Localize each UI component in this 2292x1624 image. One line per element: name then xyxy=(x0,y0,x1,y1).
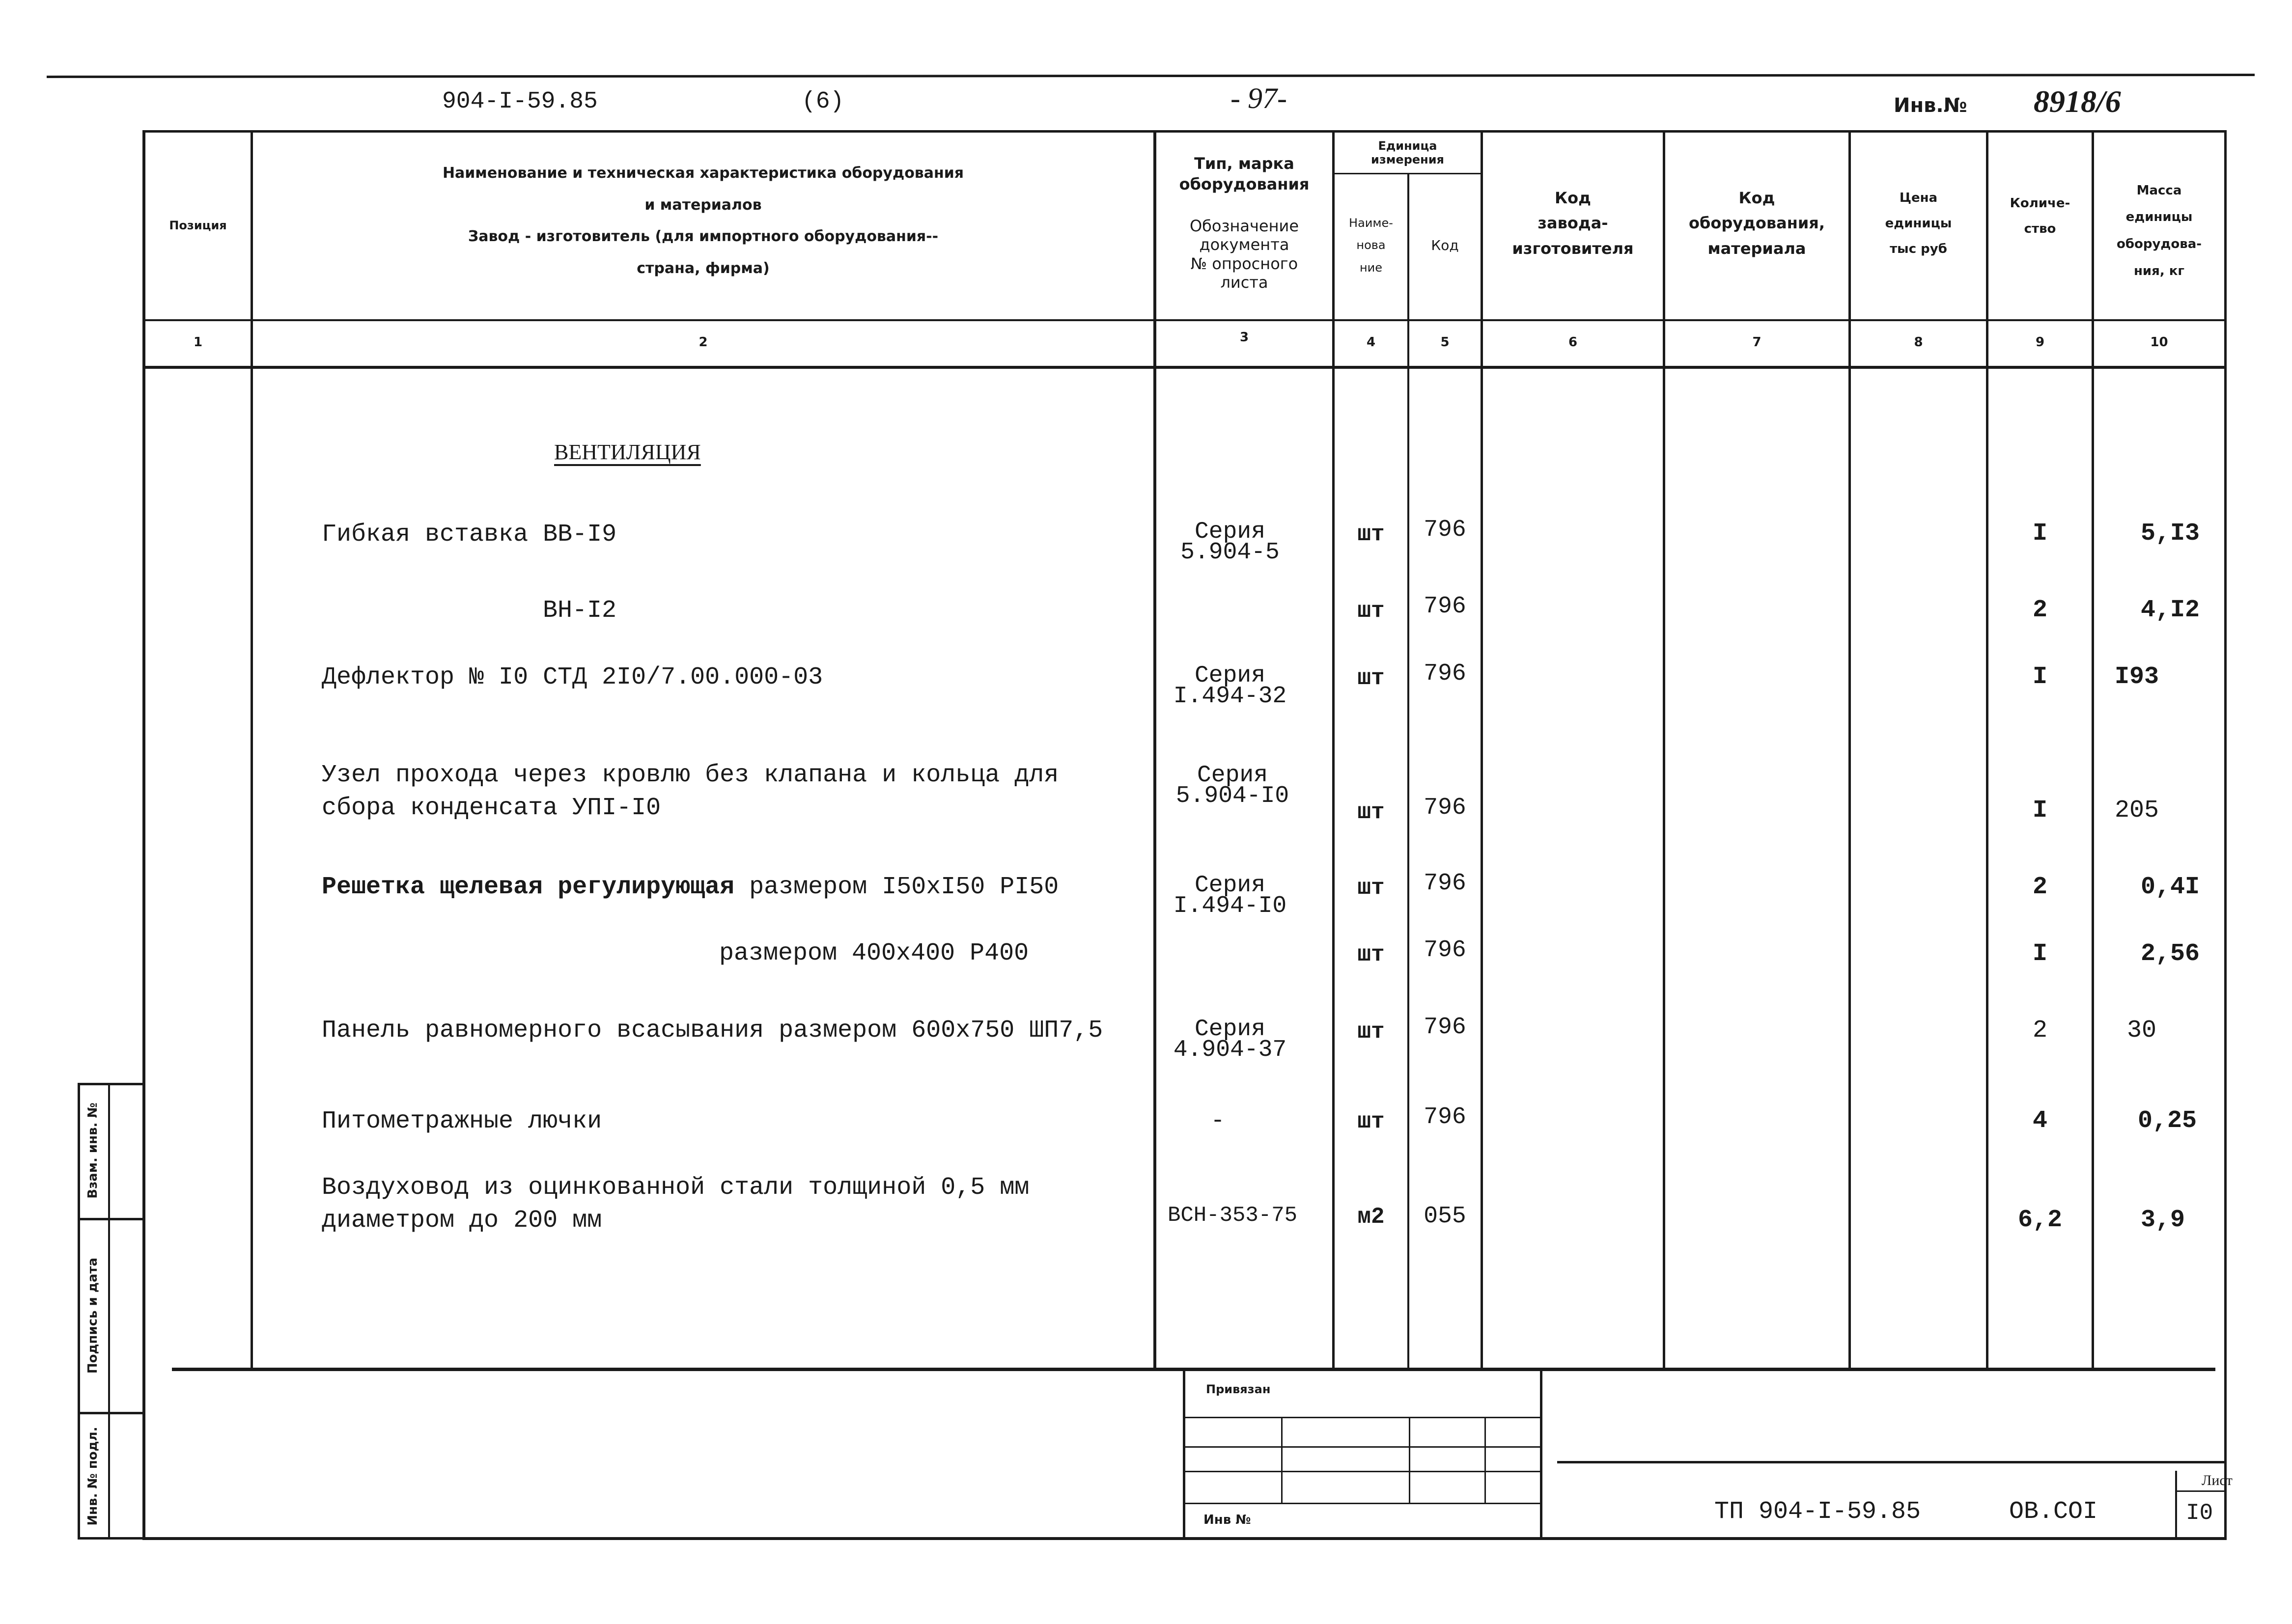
row-quantity: I xyxy=(2032,797,2047,825)
row-document: Серия I.494-I0 xyxy=(1173,872,1287,919)
stamp-sheet-label: Лист xyxy=(2202,1472,2233,1488)
row-mass: 5,I3 xyxy=(2141,520,2200,548)
col-number-5: 5 xyxy=(1440,335,1450,350)
stamp-document-code: ТП 904-I-59.85 xyxy=(1714,1498,1921,1526)
sheet-part: (6) xyxy=(802,88,844,115)
row-quantity: 2 xyxy=(2032,873,2047,901)
col-number-10: 10 xyxy=(2150,335,2168,350)
row-unit: шт xyxy=(1357,875,1385,901)
row-name xyxy=(322,871,1059,904)
col-header-name: Наименование и техническая характеристика оборудования и материалов Завод - изготовитель (для импортного оборудования-- страна, фирма) xyxy=(442,165,964,277)
row-quantity: 6,2 xyxy=(2017,1206,2062,1234)
row-unit: шт xyxy=(1357,1019,1385,1045)
side-stamp-replacement: Взам. инв. № xyxy=(85,1102,100,1199)
row-unit-code: 796 xyxy=(1424,1014,1466,1041)
row-document: Серия 5.904-5 xyxy=(1180,519,1280,566)
row-document: Серия 5.904-I0 xyxy=(1175,762,1289,809)
row-mass: 3,9 xyxy=(2141,1206,2185,1234)
col-header-price: Цена единицы тыс руб xyxy=(1885,191,1952,256)
row-document: Серия 4.904-37 xyxy=(1173,1016,1287,1063)
row-unit: шт xyxy=(1357,799,1385,825)
row-unit: м2 xyxy=(1357,1204,1385,1230)
row-mass: 2,56 xyxy=(2141,940,2200,968)
col-header-mass: Масса единицы оборудова- ния, кг xyxy=(2116,183,2202,278)
row-quantity: 4 xyxy=(2032,1107,2047,1135)
row-name: ВН-I2 xyxy=(543,597,617,625)
row-unit: шт xyxy=(1357,598,1385,624)
row-unit-code: 796 xyxy=(1424,937,1466,963)
row-name: Воздуховод из оцинкованной стали толщиной 0,5 мм xyxy=(322,1174,1030,1202)
project-code: 904-I-59.85 xyxy=(442,88,598,115)
section-title: ВЕНТИЛЯЦИЯ xyxy=(554,440,701,464)
col-header-position: Позиция xyxy=(169,219,227,233)
col-header-equipment-code: Код оборудования, материала xyxy=(1689,189,1825,258)
col-number-2: 2 xyxy=(699,335,708,350)
row-mass: 205 xyxy=(2115,797,2159,825)
row-unit: шт xyxy=(1357,942,1385,967)
col-header-type: Тип, марка оборудования xyxy=(1179,154,1310,193)
row-document: - xyxy=(1210,1108,1225,1134)
row-mass: 4,I2 xyxy=(2141,596,2200,624)
row-name: Гибкая вставка ВВ-I9 xyxy=(322,521,617,549)
side-stamp-signature: Подпись и дата xyxy=(85,1257,100,1374)
stamp-sheet-number: I0 xyxy=(2186,1500,2213,1526)
row-document: Серия I.494-32 xyxy=(1173,662,1287,710)
row-name-continued: диаметром до 200 мм xyxy=(322,1207,602,1235)
row-mass: I93 xyxy=(2115,663,2159,691)
row-name: размером 400x400 P400 xyxy=(719,939,1029,967)
col-number-4: 4 xyxy=(1366,335,1376,350)
row-unit-code: 796 xyxy=(1424,1104,1466,1130)
stamp-privyazan: Привязан xyxy=(1206,1382,1271,1396)
inv-value: 8918/6 xyxy=(2034,84,2121,119)
row-unit-code: 796 xyxy=(1424,870,1466,897)
row-unit: шт xyxy=(1357,665,1385,691)
col-number-6: 6 xyxy=(1568,335,1578,350)
row-document: ВСН-353-75 xyxy=(1167,1203,1298,1228)
row-name-bold: Решетка щелевая регулирующая xyxy=(322,873,735,901)
row-name: Дефлектор № I0 СТД 2I0/7.00.000-03 xyxy=(322,663,823,691)
row-mass: 0,4I xyxy=(2141,873,2200,901)
col-number-7: 7 xyxy=(1752,335,1761,350)
row-unit-code: 796 xyxy=(1424,517,1466,543)
row-unit-code: 055 xyxy=(1424,1203,1466,1230)
row-unit: шт xyxy=(1357,522,1385,547)
row-name-continued: сбора конденсата УПI-I0 xyxy=(322,794,661,822)
row-unit: шт xyxy=(1357,1109,1385,1134)
row-unit-code: 796 xyxy=(1424,661,1466,687)
row-name: Узел прохода через кровлю без клапана и кольца для xyxy=(322,761,1059,789)
stamp-mark: ОВ.СОI xyxy=(2009,1498,2098,1526)
row-quantity: I xyxy=(2032,520,2047,548)
col-header-document: Обозначение документа № опросного листа xyxy=(1189,216,1299,292)
row-quantity: 2 xyxy=(2032,1017,2047,1045)
row-quantity: I xyxy=(2032,663,2047,691)
col-number-3: 3 xyxy=(1239,330,1249,345)
col-header-unit-name: Наиме- нова ние xyxy=(1349,216,1393,275)
col-header-unit-code: Код xyxy=(1431,237,1459,254)
row-unit-code: 796 xyxy=(1424,593,1466,620)
col-header-quantity: Количе- ство xyxy=(2010,196,2070,236)
row-mass: 30 xyxy=(2127,1017,2157,1045)
col-header-plant-code: Код завода- изготовителя xyxy=(1512,189,1634,258)
row-name: Панель равномерного всасывания размером 600x750 ШП7,5 xyxy=(322,1017,1103,1045)
col-number-9: 9 xyxy=(2035,335,2045,350)
side-stamp-inventory: Инв. № подл. xyxy=(85,1427,100,1526)
row-unit-code: 796 xyxy=(1424,795,1466,821)
page-number: - 97- xyxy=(1230,82,1287,114)
row-mass: 0,25 xyxy=(2138,1107,2197,1135)
col-header-unit-group: Единица измерения xyxy=(1371,139,1444,166)
row-name: Питометражные лючки xyxy=(322,1107,602,1135)
col-number-8: 8 xyxy=(1914,335,1923,350)
inv-label: Инв.№ xyxy=(1894,94,1967,117)
row-quantity: 2 xyxy=(2032,596,2047,624)
row-quantity: I xyxy=(2032,940,2047,968)
stamp-inv-no: Инв № xyxy=(1203,1513,1251,1527)
col-number-1: 1 xyxy=(193,335,203,350)
row-name-rest: размером I50xI50 PI50 xyxy=(734,873,1059,901)
